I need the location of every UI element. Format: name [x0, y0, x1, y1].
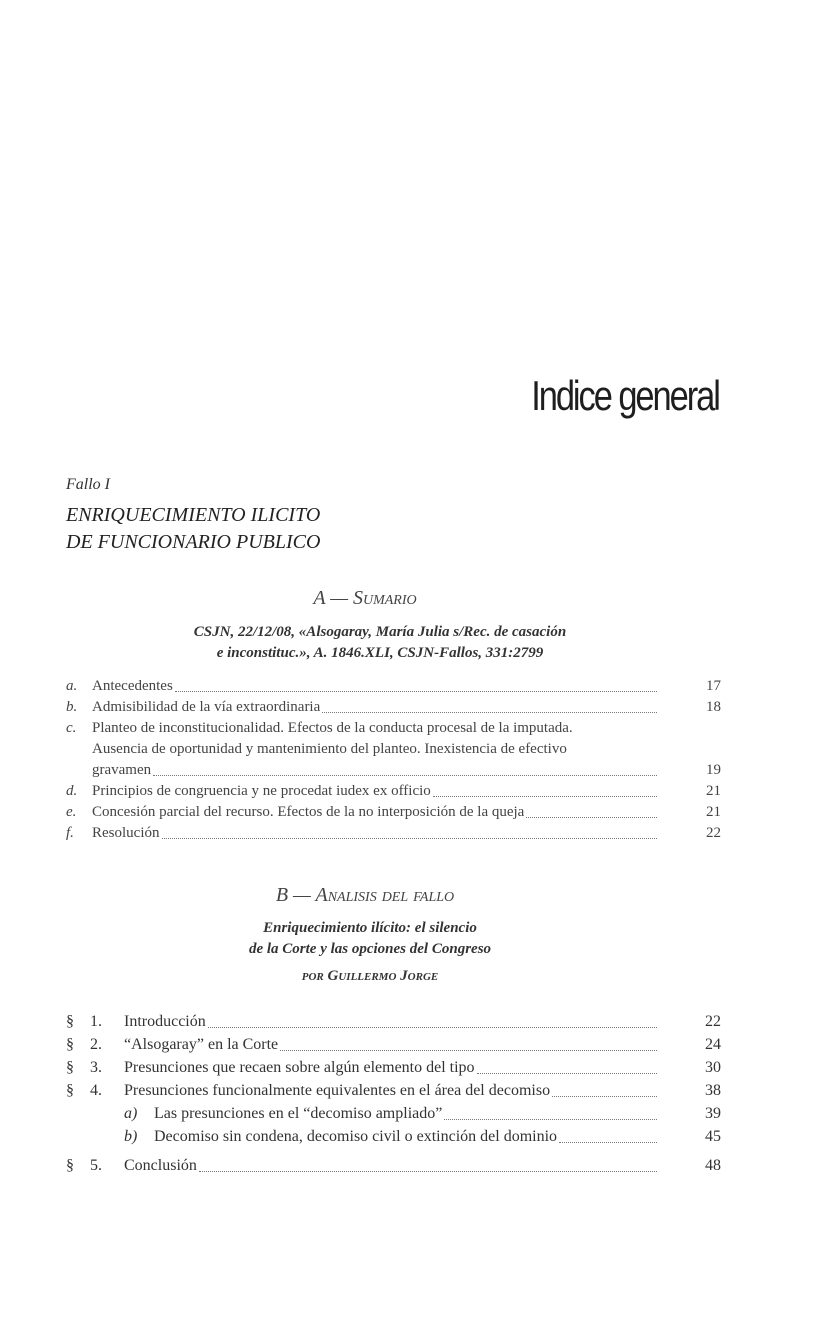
item-text: Presunciones que recaen sobre algún elemento del tipo [124, 1059, 475, 1076]
item-text: Las presunciones en el “decomiso ampliado” [154, 1105, 443, 1122]
analysis-title-line-2: de la Corte y las opciones del Congreso [248, 941, 492, 957]
analysis-author: por Guillermo Jorge [301, 968, 439, 984]
section-symbol: § [66, 1082, 74, 1099]
dot-leader [526, 802, 657, 818]
item-text: gravamen [92, 762, 152, 778]
case-title-line-1: ENRIQUECIMIENTO ILICITO [66, 504, 321, 526]
section-a-citation [100, 622, 660, 664]
dot-leader [280, 1033, 657, 1051]
item-mark: d. [66, 783, 78, 799]
dot-leader [175, 676, 657, 692]
toc-subitem[interactable] [66, 1102, 721, 1125]
item-text: Concesión parcial del recurso. Efectos de la no interposición de la queja [92, 804, 525, 820]
dot-leader [208, 1010, 657, 1028]
page-number: 24 [705, 1036, 721, 1053]
item-mark: e. [66, 804, 77, 820]
page-number: 22 [705, 1013, 721, 1030]
item-text: Conclusión [124, 1157, 197, 1174]
item-number: 3. [90, 1059, 102, 1076]
page-number: 30 [705, 1059, 721, 1076]
page-number: 18 [706, 699, 721, 715]
section-b-heading: B — Analisis del fallo [275, 884, 455, 906]
page-number: 38 [705, 1082, 721, 1099]
item-text-line-2: Ausencia de oportunidad y mantenimiento del planteo. Inexistencia de efectivo [92, 741, 567, 757]
item-number: 1. [90, 1013, 102, 1030]
page-number: 45 [705, 1128, 721, 1145]
toc-item[interactable] [66, 823, 721, 844]
item-number: 2. [90, 1036, 102, 1053]
toc-item[interactable] [66, 1154, 721, 1177]
toc-subitem[interactable] [66, 1125, 721, 1148]
toc-item[interactable] [66, 1010, 721, 1033]
item-text: “Alsogaray” en la Corte [124, 1036, 279, 1053]
dot-leader [477, 1056, 657, 1074]
dot-leader [322, 697, 657, 713]
case-title-line-2: DE FUNCIONARIO PUBLICO [66, 531, 321, 553]
toc-section-a [66, 676, 721, 844]
section-symbol: § [66, 1013, 74, 1030]
item-text: Presunciones funcionalmente equivalentes en el área del decomiso [124, 1082, 551, 1099]
item-mark: a. [66, 678, 78, 694]
dot-leader [444, 1102, 657, 1120]
toc-item[interactable] [66, 1079, 721, 1102]
toc-item[interactable] [66, 697, 721, 718]
toc-item[interactable] [66, 802, 721, 823]
dot-leader [153, 760, 657, 776]
citation-line-2: e inconstituc.», A. 1846.XLI, CSJN-Fallos, 331:2799 [216, 645, 544, 661]
page-number: 39 [705, 1105, 721, 1122]
toc-item[interactable] [66, 676, 721, 697]
citation-line-1: CSJN, 22/12/08, «Alsogaray, María Julia s/Rec. de casación [193, 624, 567, 640]
toc-item[interactable] [66, 1056, 721, 1079]
item-text: Antecedentes [92, 678, 173, 694]
page-number: 48 [705, 1157, 721, 1174]
item-number: 5. [90, 1157, 102, 1174]
toc-item[interactable] [66, 781, 721, 802]
item-text-line-1: Planteo de inconstitucionalidad. Efectos de la conducta procesal de la imputada. [92, 720, 573, 736]
page-number: 19 [706, 762, 721, 778]
page-number: 21 [706, 804, 721, 820]
page-title: Indice general [531, 372, 719, 419]
case-title [66, 502, 320, 556]
dot-leader [162, 823, 658, 839]
toc-item[interactable] [66, 1033, 721, 1056]
page-number: 22 [706, 825, 721, 841]
toc-item[interactable] [66, 718, 721, 781]
dot-leader [199, 1154, 657, 1172]
section-symbol: § [66, 1157, 74, 1174]
item-mark: f. [66, 825, 74, 841]
item-number: 4. [90, 1082, 102, 1099]
page-number: 21 [706, 783, 721, 799]
section-symbol: § [66, 1036, 74, 1053]
item-text: Admisibilidad de la vía extraordinaria [92, 699, 321, 715]
item-mark: c. [66, 720, 77, 736]
section-b-title [150, 918, 590, 987]
item-text: Principios de congruencia y ne procedat iudex ex officio [92, 783, 431, 799]
dot-leader [552, 1079, 657, 1097]
dot-leader [559, 1125, 657, 1143]
subitem-mark: b) [124, 1128, 138, 1145]
section-a-heading: A — Sumario [313, 587, 417, 609]
page-number: 17 [706, 678, 721, 694]
section-symbol: § [66, 1059, 74, 1076]
dot-leader [433, 781, 657, 797]
item-text: Resolución [92, 825, 160, 841]
item-text: Introducción [124, 1013, 206, 1030]
fallo-label: Fallo I [66, 476, 110, 493]
item-mark: b. [66, 699, 78, 715]
item-text: Decomiso sin condena, decomiso civil o extinción del dominio [154, 1128, 558, 1145]
subitem-mark: a) [124, 1105, 138, 1122]
analysis-title-line-1: Enriquecimiento ilícito: el silencio [263, 920, 477, 936]
toc-section-b [66, 1010, 721, 1177]
